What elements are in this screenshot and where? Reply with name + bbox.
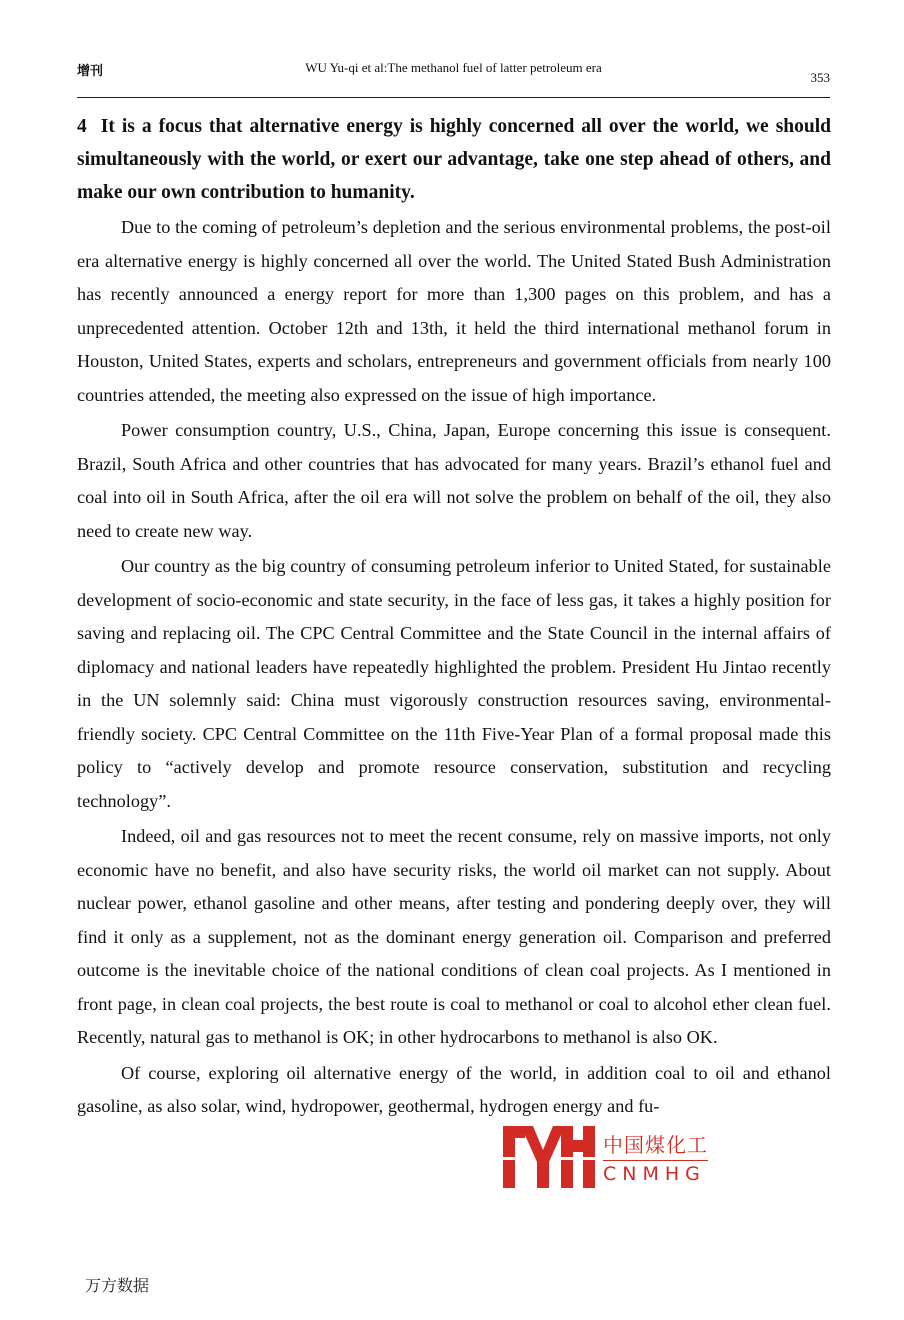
paragraph: Indeed, oil and gas resources not to meet the recent consume, rely on massive imports, not only economic have no benefit, and also have security risks, the world oil market can not supply. About nuclear power, ethanol gasoline and other means, after testing and pondering deeply over, they will find it only as a supplement, not as the dominant energy generation oil. Comparison and preferred outcome is the inevitable choice of the national conditions of clean coal projects. As I mentioned in front page, in clean coal projects, the best route is coal to methanol or coal to alcohol ether clean fuel. Recently, natural gas to methanol is OK; in other hydrocarbons to methanol is also OK.	[77, 826, 831, 1047]
paragraph: Due to the coming of petroleum’s depletion and the serious environmental problems, the post-oil era alternative energy is highly concerned all over the world. The United Stated Bush Administration has recently announced a energy report for more than 1,300 pages on this problem, and has a unprecedented attention. October 12th and 13th, it held the third international methanol forum in Houston, United States, experts and scholars, entrepreneurs and government officials from nearly 100 countries attended, the meeting also expressed on the issue of high importance.	[77, 217, 831, 405]
header-divider	[77, 97, 830, 98]
watermark-divider	[603, 1160, 708, 1161]
running-title: WU Yu-qi et al:The methanol fuel of latter petroleum era	[305, 60, 602, 75]
watermark-chinese-text: 中国煤化工	[603, 1133, 708, 1157]
article-body	[77, 110, 831, 1126]
section-heading	[77, 110, 831, 209]
watermark	[503, 1126, 718, 1188]
watermark-english-text: CNMHG	[603, 1163, 706, 1185]
mh-logo-icon	[503, 1126, 595, 1188]
running-header	[77, 58, 830, 86]
section-title: It is a focus that alternative energy is highly concerned all over the world, we should simultaneously with the world, or exert our advantage, take one step ahead of others, and make our own contribution to humanity.	[77, 116, 831, 203]
paragraph: Our country as the big country of consuming petroleum inferior to United Stated, for sustainable development of socio-economic and state security, in the face of less gas, it takes a highly position for saving and replacing oil. The CPC Central Committee and the State Council in the internal affairs of diplomacy and national leaders have repeatedly highlighted the problem. President Hu Jintao recently in the UN solemnly said: China must vigorously construction resources saving, environmental-friendly society. CPC Central Committee on the 11th Five-Year Plan of a formal proposal made this policy to “actively develop and promote resource conservation, substitution and recycling technology”.	[77, 556, 831, 811]
paragraph: Of course, exploring oil alternative energy of the world, in addition coal to oil and ethanol gasoline, as also solar, wind, hydropower, geothermal, hydrogen energy and fu-	[77, 1062, 831, 1116]
section-number: 4	[77, 116, 87, 137]
paragraph: Power consumption country, U.S., China, Japan, Europe concerning this issue is consequent. Brazil, South Africa and other countries that has advocated for many years. Brazil’s ethanol fuel and coal into oil in South Africa, after the oil era will not solve the problem on behalf of the oil, they also need to create new way.	[77, 420, 831, 541]
page-number: 353	[810, 70, 830, 85]
footer-source-label: 万方数据	[85, 1276, 150, 1295]
journal-issue-label: 增刊	[77, 64, 104, 79]
